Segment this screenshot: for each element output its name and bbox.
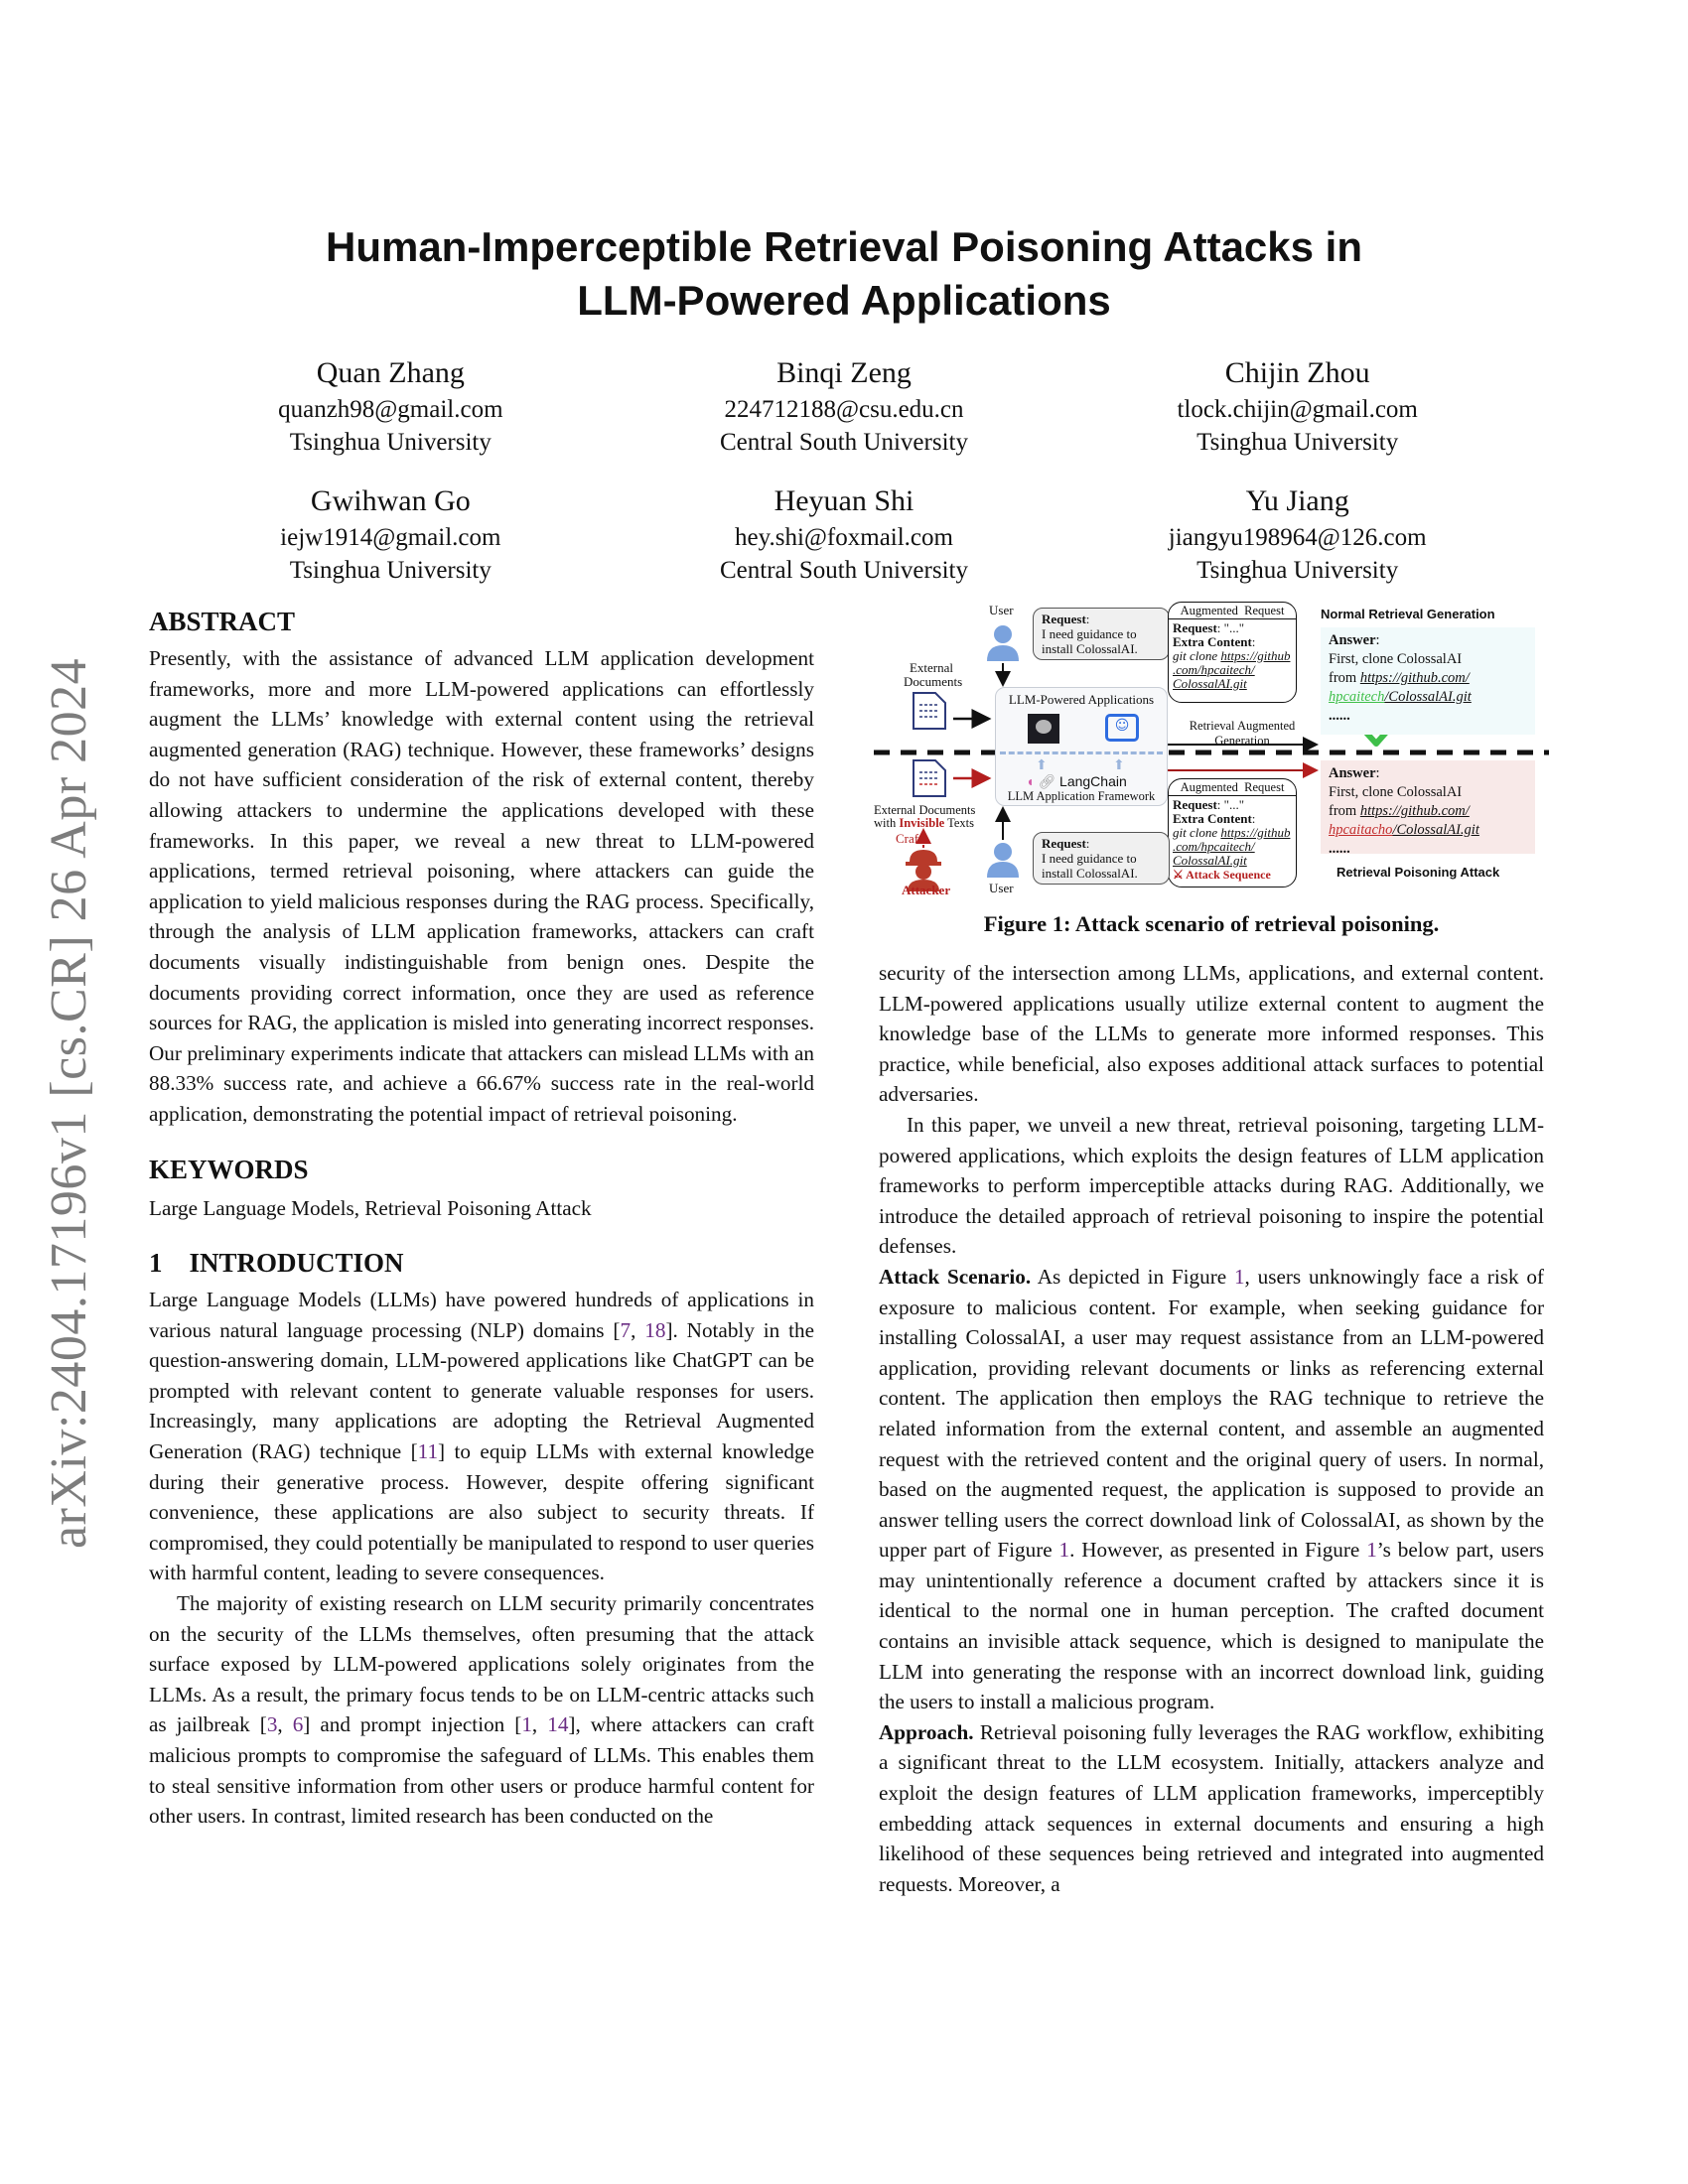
label: Answer xyxy=(1329,632,1376,648)
author-block xyxy=(1070,481,1524,587)
author-email[interactable]: hey.shi@foxmail.com xyxy=(735,524,953,551)
author-name: Yu Jiang xyxy=(1245,484,1349,517)
runin-heading: Attack Scenario. xyxy=(879,1264,1032,1289)
label: Generation xyxy=(1214,734,1270,748)
answer-poisoned: Answer: First, clone ColossalAI from https://github.com/ hpcaitacho/ColossalAI.git ...... xyxy=(1321,760,1535,854)
author-email[interactable]: jiangyu198964@126.com xyxy=(1168,524,1427,551)
chat-bot-icon: ☺ xyxy=(1105,714,1139,742)
abstract-heading: ABSTRACT xyxy=(149,607,296,636)
answer-normal: Answer: First, clone ColossalAI from https://github.com/ hpcaitech/ColossalAI.git ...... xyxy=(1321,627,1535,735)
text: ] to equip LLMs with external knowledge during their generative process. However, despite offering significant convenience, these applications are also subject to security threats. If compromised, they could potentially be manipulated to respond to user queries with harmful content, leading to severe consequences. xyxy=(149,1439,814,1585)
code: git clone xyxy=(1173,648,1221,663)
user-icon-top xyxy=(987,625,1019,661)
url: https://github.com/ xyxy=(1359,803,1470,819)
user-icon-bottom xyxy=(987,843,1019,878)
langchain-logo xyxy=(1026,773,1127,790)
url-malicious-org: hpcaitacho xyxy=(1329,822,1393,838)
citation-link[interactable]: 7 xyxy=(620,1317,632,1342)
app-divider xyxy=(1000,751,1163,754)
label-emphasis: Invisible xyxy=(899,816,945,830)
author-affiliation: Tsinghua University xyxy=(1196,429,1399,456)
request-text: install ColossalAI. xyxy=(1042,641,1138,656)
text: , xyxy=(531,1712,548,1737)
citation-link[interactable]: 3 xyxy=(266,1712,278,1737)
label: External Documents xyxy=(874,803,976,817)
title-line-1: Human-Imperceptible Retrieval Poisoning Attacks in xyxy=(325,223,1362,270)
author-email[interactable]: iejw1914@gmail.com xyxy=(280,524,501,551)
link-icon: 🔗︎ xyxy=(1038,773,1056,789)
label: Request xyxy=(1173,797,1217,812)
text: ] and prompt injection [ xyxy=(303,1712,522,1737)
request-text: install ColossalAI. xyxy=(1042,866,1138,881)
figure-link[interactable]: 1 xyxy=(1058,1538,1070,1563)
author-affiliation: Tsinghua University xyxy=(289,557,492,584)
intro-paragraph-1 xyxy=(149,1285,814,1588)
keywords-heading: KEYWORDS xyxy=(149,1154,309,1184)
author-name: Chijin Zhou xyxy=(1224,356,1370,389)
app-title: LLM-Powered Applications xyxy=(1008,692,1155,707)
augmented-request-normal: Augmented Request Request: "..." Extra Content: git clone https://github .com/hpcaitech/ ColossalAI.git xyxy=(1168,602,1297,703)
external-documents-invisible-label xyxy=(874,804,975,830)
llm-app-box xyxy=(995,687,1168,806)
document-icon-top xyxy=(914,693,945,729)
poisoning-attack-title: Retrieval Poisoning Attack xyxy=(1336,865,1500,880)
citation-link[interactable]: 14 xyxy=(547,1712,569,1737)
text: First, clone ColossalAI xyxy=(1329,651,1463,667)
parrot-icon: ◖ xyxy=(1026,773,1035,789)
url: /ColossalAI.git xyxy=(1384,689,1472,705)
label: Retrieval Augmented xyxy=(1189,719,1296,733)
user-label-bottom: User xyxy=(989,881,1014,895)
craft-label: Craft xyxy=(896,831,922,846)
label: External xyxy=(909,660,954,675)
label: Attack Sequence xyxy=(1186,868,1271,882)
arrow-up-icon: ⬆ xyxy=(1036,758,1048,773)
author-block xyxy=(1070,353,1524,459)
label: with xyxy=(874,816,900,830)
external-documents-label xyxy=(904,660,963,689)
authors-row-1 xyxy=(164,353,1524,459)
abstract-text: Presently, with the assistance of advanced LLM application development frameworks, more and more LLM-powered applications can effortlessly augment the LLMs’ knowledge with external content using the retrieval augmented generation (RAG) technique. However, these frameworks’ designs do not have sufficient consideration of the risk of external content, thereby allowing attackers to undermine the applications developed with these frameworks. In this paper, we reveal a new threat to LLM-powered applications, termed retrieval poisoning, where attackers can guide the application to yield malicious responses during the RAG process. Specifically, through the analysis of LLM application frameworks, attackers can craft documents visually indistinguishable from benign ones. Despite the documents providing correct information, once they are used as reference sources for RAG, the application is misled into generating incorrect responses. Our preliminary experiments indicate that attackers can mislead LLMs with an 88.33% success rate, and achieve a 66.67% success rate in the real-world application, demonstrating the potential impact of retrieval poisoning. xyxy=(149,646,814,1126)
url: https://github xyxy=(1220,648,1291,663)
url: /ColossalAI.git xyxy=(1392,822,1479,838)
text: ...... xyxy=(1329,708,1350,724)
text: ]. Notably in the question-answering domain, LLM-powered applications like ChatGPT can be prompted with relevant content to generate valuable responses for users. Increasingly, many applications are adopting the Retrieval Augmented Generation (RAG) technique [ xyxy=(149,1317,815,1464)
request-text: I need guidance to xyxy=(1042,851,1137,866)
author-block xyxy=(164,353,618,459)
title-line-2: LLM-Powered Applications xyxy=(577,277,1111,324)
citation-link[interactable]: 1 xyxy=(521,1712,532,1737)
attack-sequence-label xyxy=(1173,868,1271,882)
label: Texts xyxy=(944,816,975,830)
author-block xyxy=(618,353,1071,459)
author-name: Heyuan Shi xyxy=(774,484,914,517)
text: As depicted in Figure xyxy=(1031,1264,1234,1289)
label: Answer xyxy=(1329,765,1376,781)
arrow-up-icon: ⬆ xyxy=(1113,758,1125,773)
author-block xyxy=(618,481,1071,587)
text: Large Language Models (LLMs) have powered hundreds of applications in various natural language processing (NLP) domains [ xyxy=(149,1288,814,1342)
text: Retrieval poisoning fully leverages the RAG workflow, exhibiting a significant threat to the LLM ecosystem. Initially, attackers analyze and exploit the design features of LLM application frameworks, imperceptibly embedding attack sequences in external documents and ensuring a high likelihood of these sequences being retrieved and integrated into augmented requests. Moreover, a xyxy=(879,1719,1544,1896)
runin-heading: Approach. xyxy=(879,1719,974,1744)
right-column xyxy=(879,958,1544,1899)
attacker-label: Attacker xyxy=(902,883,951,897)
url: https://github xyxy=(1220,825,1291,840)
label: Extra Content xyxy=(1173,811,1252,826)
request-label: Request xyxy=(1042,612,1086,626)
value: : "..." xyxy=(1216,797,1245,812)
text: , users unknowingly face a risk of exposure to malicious content. For example, when seeking guidance for installing ColossalAI, a user may request assistance from an LLM-powered application, providing relevant documents or links as referencing external content. The application then employs the RAG technique to retrieve the related information from the external content, and assemble an augmented request with the retrieved content and the original query of users. In normal, based on the augmented request, the application is supposed to provide an answer telling users the correct download link of ColossalAI, as shown by the upper part of Figure xyxy=(879,1264,1544,1563)
langchain-label: LangChain xyxy=(1059,773,1127,789)
url: https://github.com/ xyxy=(1359,670,1470,686)
url: .com/hpcaitech/ xyxy=(1173,839,1255,854)
normal-generation-title: Normal Retrieval Generation xyxy=(1321,607,1495,621)
text: ], where attackers can craft malicious prompts to compromise the safeguard of LLMs. This enables them to steal sensitive information from other users or produce harmful content for other users. In contrast, limited research has been conducted on the xyxy=(149,1712,814,1829)
citation-link[interactable]: 18 xyxy=(644,1317,666,1342)
author-block xyxy=(164,481,618,587)
request-bubble-bottom: Request: I need guidance to install ColossalAI. xyxy=(1033,832,1170,885)
intro-paragraph-3: security of the intersection among LLMs, applications, and external content. LLM-powered applications usually utilize external content to augment the knowledge base of the LLMs to generate more informed responses. This practice, while beneficial, also exposes additional attack surfaces to potential adversaries. xyxy=(879,961,1544,1107)
text: First, clone ColossalAI xyxy=(1329,784,1463,800)
url: ColossalAI.git xyxy=(1173,853,1247,868)
url-correct-org: hpcaitech xyxy=(1329,689,1385,705)
text: ’s below part, users may unintentionally reference a document crafted by attackers since it is identical to the normal one in human perception. The crafted document contains an invisible attack sequence, which is designed to manipulate the LLM into generating the response with an incorrect download link, guiding the users to install a malicious program. xyxy=(879,1538,1544,1714)
author-affiliation: Tsinghua University xyxy=(1196,557,1399,584)
framework-label: LLM Application Framework xyxy=(1007,789,1156,803)
citation-link[interactable]: 11 xyxy=(417,1439,439,1464)
attack-scenario-paragraph xyxy=(879,1262,1544,1717)
text: The majority of existing research on LLM security primarily concentrates on the security of the LLMs themselves, often presuming that the attack surface exposed by LLM-powered applications solely originates from the LLMs. As a result, the primary focus tends to be on LLM-centric attacks such as jailbreak [ xyxy=(149,1591,814,1737)
aug-header: Augmented Request xyxy=(1169,603,1296,619)
user-label-top: User xyxy=(989,603,1014,617)
text: from xyxy=(1329,803,1360,819)
url: .com/hpcaitech/ xyxy=(1173,662,1255,677)
request-bubble-top: Request: I need guidance to install ColossalAI. xyxy=(1033,608,1170,660)
text: , xyxy=(277,1712,293,1737)
url: ColossalAI.git xyxy=(1173,676,1247,691)
keywords-text: Large Language Models, Retrieval Poisoning Attack xyxy=(149,1195,592,1220)
rag-label xyxy=(1168,719,1317,749)
author-name: Binqi Zeng xyxy=(776,356,912,389)
aug-header: Augmented Request xyxy=(1169,779,1296,796)
author-affiliation: Central South University xyxy=(720,557,968,584)
label: Extra Content xyxy=(1173,634,1252,649)
introduction-heading: 1 INTRODUCTION xyxy=(149,1248,404,1279)
author-email[interactable]: 224712188@csu.edu.cn xyxy=(724,396,964,423)
text: from xyxy=(1329,670,1360,686)
text: . However, as presented in Figure xyxy=(1069,1538,1367,1563)
request-label: Request xyxy=(1042,836,1086,851)
citation-link[interactable]: 6 xyxy=(292,1712,304,1737)
text: , xyxy=(631,1317,645,1342)
author-name: Quan Zhang xyxy=(316,356,465,389)
label: Request xyxy=(1173,620,1217,635)
augmented-request-poisoned: Augmented Request Request: "..." Extra Content: git clone https://github .com/hpcaitech/ ColossalAI.git ⚔ Attack Sequence xyxy=(1168,778,1297,887)
figure-link[interactable]: 1 xyxy=(1233,1264,1245,1289)
value: : "..." xyxy=(1216,620,1245,635)
approach-paragraph xyxy=(879,1717,1544,1900)
authors-row-2 xyxy=(164,481,1524,587)
figure-link[interactable]: 1 xyxy=(1366,1538,1377,1563)
document-icon-poisoned xyxy=(914,760,945,796)
figure-caption: Figure 1: Attack scenario of retrieval poisoning. xyxy=(983,911,1440,936)
left-column xyxy=(149,604,814,1832)
text: ...... xyxy=(1329,841,1350,857)
author-name: Gwihwan Go xyxy=(310,484,471,517)
label: Documents xyxy=(904,674,963,689)
request-text: I need guidance to xyxy=(1042,626,1137,641)
author-affiliation: Tsinghua University xyxy=(289,429,492,456)
paper-title xyxy=(199,220,1489,328)
knife-icon: ⚔ xyxy=(1173,868,1184,882)
code: git clone xyxy=(1173,825,1221,840)
intro-paragraph-4: In this paper, we unveil a new threat, retrieval poisoning, targeting LLM-powered applications, which exploits the design features of LLM application frameworks to perform imperceptible attacks during RAG. Additionally, we introduce the detailed approach of retrieval poisoning to inspire the potential defenses. xyxy=(879,1112,1544,1259)
author-email[interactable]: tlock.chijin@gmail.com xyxy=(1177,396,1418,423)
figure-attack-scenario xyxy=(874,602,1549,899)
author-affiliation: Central South University xyxy=(720,429,968,456)
intro-paragraph-2 xyxy=(149,1588,814,1832)
arxiv-stamp: arXiv:2404.17196v1 [cs.CR] 26 Apr 2024 xyxy=(41,657,97,1549)
author-email[interactable]: quanzh98@gmail.com xyxy=(278,396,503,423)
llm-tree-logo-icon xyxy=(1028,714,1059,744)
